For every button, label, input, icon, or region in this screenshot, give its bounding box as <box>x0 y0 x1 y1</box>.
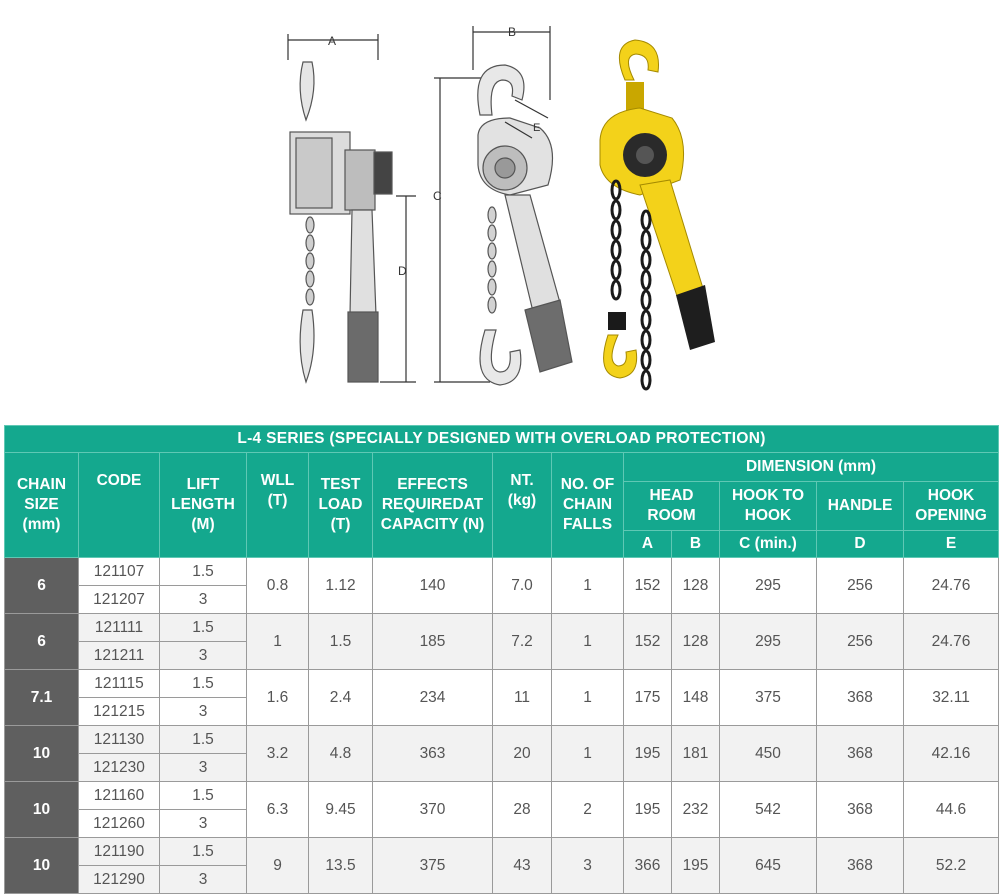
nt-cell: 11 <box>493 670 552 726</box>
test-load-cell: 13.5 <box>309 838 373 894</box>
dim-c-cell: 645 <box>720 838 817 894</box>
effects-cell: 363 <box>373 726 493 782</box>
header-chain-size: CHAIN SIZE (mm) <box>5 453 79 558</box>
header-handle: HANDLE <box>817 482 904 531</box>
lift-length-cell: 3 <box>160 586 247 614</box>
chain-falls-cell: 1 <box>552 614 624 670</box>
dim-c-cell: 295 <box>720 558 817 614</box>
chain-falls-cell: 1 <box>552 558 624 614</box>
code-cell: 121260 <box>79 810 160 838</box>
dim-c-cell: 450 <box>720 726 817 782</box>
test-load-cell: 1.12 <box>309 558 373 614</box>
header-lift-length: LIFT LENGTH (M) <box>160 453 247 558</box>
table-row <box>5 782 999 810</box>
lift-length-cell: 1.5 <box>160 558 247 586</box>
dim-label-b: B <box>508 25 517 39</box>
dim-b-cell: 148 <box>672 670 720 726</box>
lift-length-cell: 1.5 <box>160 726 247 754</box>
dim-d-cell: 368 <box>817 782 904 838</box>
code-cell: 121215 <box>79 698 160 726</box>
dim-e-cell: 42.16 <box>904 726 999 782</box>
dim-label-a: A <box>328 34 337 48</box>
table-group <box>5 614 999 670</box>
chain-size-cell: 10 <box>5 782 79 838</box>
lift-length-cell: 3 <box>160 642 247 670</box>
table-group <box>5 670 999 726</box>
dim-a-cell: 152 <box>624 614 672 670</box>
code-cell: 121207 <box>79 586 160 614</box>
table-row <box>5 726 999 754</box>
code-cell: 121290 <box>79 866 160 894</box>
dim-b-cell: 181 <box>672 726 720 782</box>
code-cell: 121160 <box>79 782 160 810</box>
nt-cell: 7.0 <box>493 558 552 614</box>
header-hook-to-hook: HOOK TO HOOK <box>720 482 817 531</box>
product-photo-yellow-hoist <box>600 40 715 389</box>
table-group <box>5 838 999 894</box>
dim-c-cell: 295 <box>720 614 817 670</box>
wll-cell: 0.8 <box>247 558 309 614</box>
side-view-diagram <box>288 34 416 382</box>
effects-cell: 375 <box>373 838 493 894</box>
table-row <box>5 614 999 642</box>
code-cell: 121211 <box>79 642 160 670</box>
chain-size-cell: 7.1 <box>5 670 79 726</box>
wll-cell: 1.6 <box>247 670 309 726</box>
dim-b-cell: 195 <box>672 838 720 894</box>
table-group <box>5 558 999 614</box>
chain-size-cell: 6 <box>5 558 79 614</box>
code-cell: 121230 <box>79 754 160 782</box>
chain-falls-cell: 1 <box>552 670 624 726</box>
lift-length-cell: 3 <box>160 698 247 726</box>
table-row <box>5 670 999 698</box>
dim-d-cell: 368 <box>817 670 904 726</box>
dim-a-cell: 152 <box>624 558 672 614</box>
dim-a-cell: 366 <box>624 838 672 894</box>
table-row <box>5 558 999 586</box>
dim-b-cell: 128 <box>672 558 720 614</box>
test-load-cell: 2.4 <box>309 670 373 726</box>
dim-b-cell: 232 <box>672 782 720 838</box>
wll-cell: 6.3 <box>247 782 309 838</box>
table-title: L-4 SERIES (SPECIALLY DESIGNED WITH OVERLOAD PROTECTION) <box>5 426 999 453</box>
dim-label-e: E <box>533 122 541 134</box>
table-group <box>5 782 999 838</box>
header-sub-a: A <box>624 531 672 558</box>
header-sub-c: C (min.) <box>720 531 817 558</box>
chain-size-cell: 6 <box>5 614 79 670</box>
front-view-diagram <box>434 26 572 385</box>
code-cell: 121107 <box>79 558 160 586</box>
dim-e-cell: 24.76 <box>904 614 999 670</box>
test-load-cell: 9.45 <box>309 782 373 838</box>
dim-e-cell: 32.11 <box>904 670 999 726</box>
dim-e-cell: 52.2 <box>904 838 999 894</box>
nt-cell: 7.2 <box>493 614 552 670</box>
code-cell: 121111 <box>79 614 160 642</box>
lift-length-cell: 1.5 <box>160 838 247 866</box>
nt-cell: 43 <box>493 838 552 894</box>
effects-cell: 234 <box>373 670 493 726</box>
dim-label-c: C <box>433 189 442 203</box>
chain-falls-cell: 3 <box>552 838 624 894</box>
header-effects: EFFECTS REQUIREDAT CAPACITY (N) <box>373 453 493 558</box>
dim-d-cell: 368 <box>817 838 904 894</box>
chain-falls-cell: 1 <box>552 726 624 782</box>
dim-a-cell: 175 <box>624 670 672 726</box>
lift-length-cell: 3 <box>160 810 247 838</box>
code-cell: 121190 <box>79 838 160 866</box>
header-wll: WLL (T) <box>247 453 309 558</box>
header-dimension: DIMENSION (mm) <box>624 453 999 482</box>
dim-d-cell: 256 <box>817 614 904 670</box>
dim-d-cell: 256 <box>817 558 904 614</box>
wll-cell: 3.2 <box>247 726 309 782</box>
header-sub-e: E <box>904 531 999 558</box>
effects-cell: 370 <box>373 782 493 838</box>
product-illustrations <box>0 0 1000 420</box>
chain-size-cell: 10 <box>5 838 79 894</box>
header-sub-b: B <box>672 531 720 558</box>
header-chain-falls: NO. OF CHAIN FALLS <box>552 453 624 558</box>
wll-cell: 9 <box>247 838 309 894</box>
header-test-load: TEST LOAD (T) <box>309 453 373 558</box>
dim-e-cell: 44.6 <box>904 782 999 838</box>
lift-length-cell: 1.5 <box>160 614 247 642</box>
code-cell: 121130 <box>79 726 160 754</box>
nt-cell: 20 <box>493 726 552 782</box>
lift-length-cell: 3 <box>160 754 247 782</box>
dim-a-cell: 195 <box>624 782 672 838</box>
lift-length-cell: 3 <box>160 866 247 894</box>
dim-a-cell: 195 <box>624 726 672 782</box>
chain-size-cell: 10 <box>5 726 79 782</box>
header-sub-d: D <box>817 531 904 558</box>
lift-length-cell: 1.5 <box>160 670 247 698</box>
effects-cell: 140 <box>373 558 493 614</box>
header-head-room: HEAD ROOM <box>624 482 720 531</box>
table-row <box>5 838 999 866</box>
dim-label-d: D <box>398 264 407 278</box>
dim-d-cell: 368 <box>817 726 904 782</box>
spec-table <box>4 425 999 894</box>
dim-c-cell: 542 <box>720 782 817 838</box>
header-hook-opening: HOOK OPENING <box>904 482 999 531</box>
test-load-cell: 4.8 <box>309 726 373 782</box>
lift-length-cell: 1.5 <box>160 782 247 810</box>
dim-b-cell: 128 <box>672 614 720 670</box>
table-group <box>5 726 999 782</box>
dim-c-cell: 375 <box>720 670 817 726</box>
dim-e-cell: 24.76 <box>904 558 999 614</box>
effects-cell: 185 <box>373 614 493 670</box>
header-nt: NT. (kg) <box>493 453 552 558</box>
test-load-cell: 1.5 <box>309 614 373 670</box>
chain-falls-cell: 2 <box>552 782 624 838</box>
wll-cell: 1 <box>247 614 309 670</box>
nt-cell: 28 <box>493 782 552 838</box>
header-code: CODE <box>79 453 160 558</box>
code-cell: 121115 <box>79 670 160 698</box>
